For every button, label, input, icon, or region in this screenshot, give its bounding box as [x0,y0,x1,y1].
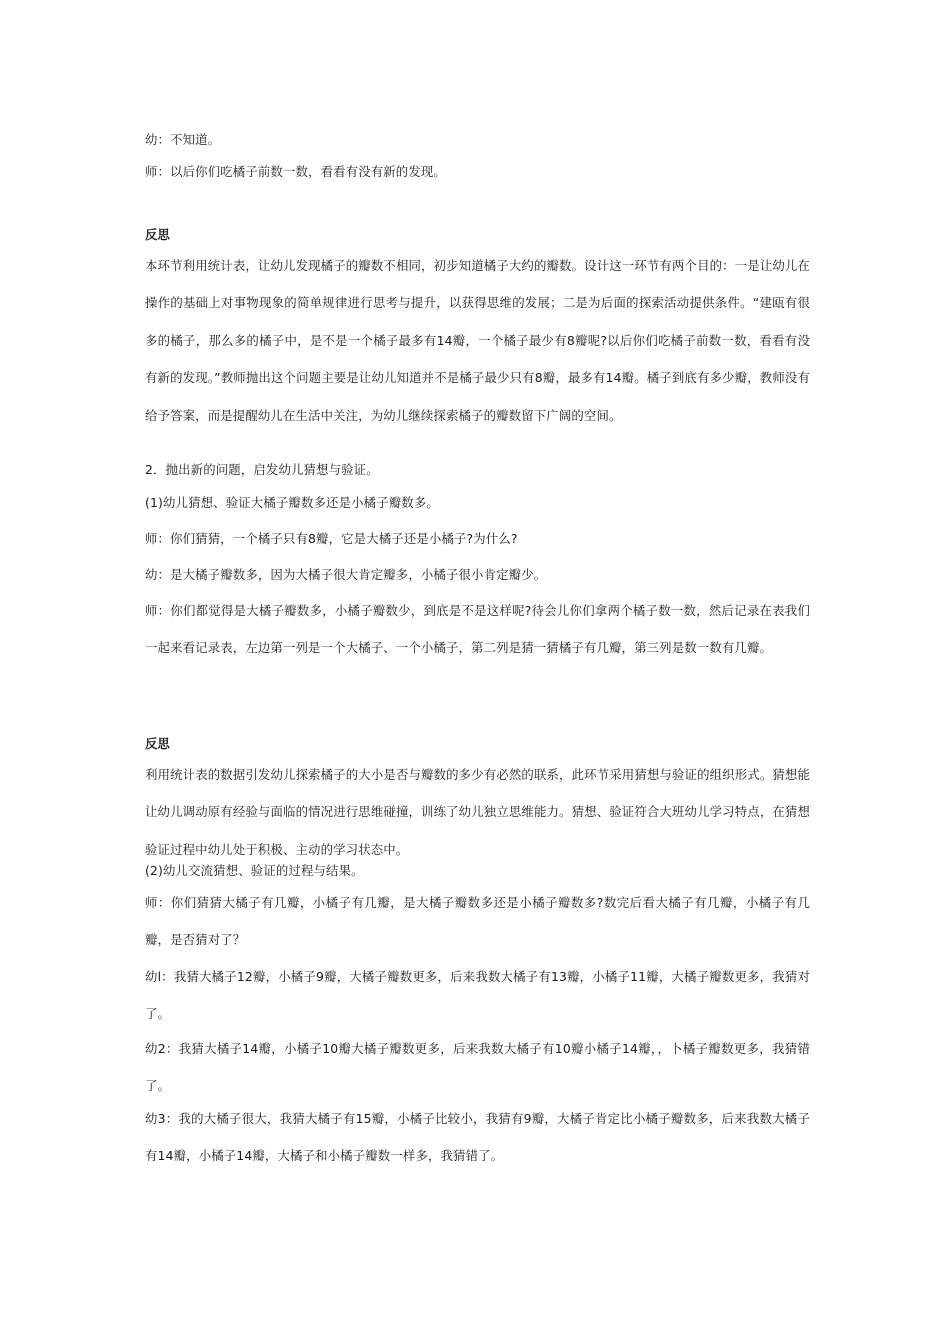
reflection-heading: 反思 [145,227,170,242]
section-title: 2．抛出新的问题，启发幼儿猜想与验证。 [145,462,379,477]
dialogue-paragraph: 师：你们都觉得是大橘子瓣数多，小橘子瓣数少，到底是不是这样呢?待会儿你们拿两个橘子数一数，然后记录在表我们一起来看记录表，左边第一列是一个大橘子、一个小橘子，第二列是猜一猜橘子有几瓣，第三列是数一数有几瓣。 [145,603,810,656]
reflection-paragraph: 利用统计表的数据引发幼儿探索橘子的大小是否与瓣数的多少有必然的联系，此环节采用猜想与验证的组织形式。猜想能让幼儿调动原有经验与面临的情况进行思维碰撞，训练了幼儿独立思维能力。猜想、验证符合大班幼儿学习特点，在猜想验证过程中幼儿处于积极、主动的学习状态中。 [145,767,810,857]
dialogue-line: 幼：不知道。 [145,132,221,147]
dialogue-paragraph: 幼3：我的大橘子很大，我猜大橘子有15瓣，小橘子比较小，我猜有9瓣，大橘子肯定比小橘子瓣数多，后来我数大橘子有14瓣，小橘子14瓣，大橘子和小橘子瓣数一样多，我猜错了。 [145,1111,810,1164]
dialogue-paragraph: 幼2：我猜大橘子14瓣，小橘子10瓣大橘子瓣数更多，后来我数大橘子有10瓣小橘子14瓣，，卜橘子瓣数更多，我猜错了。 [145,1041,810,1094]
dialogue-line: 师：以后你们吃橘子前数一数，看看有没有新的发现。 [145,164,446,179]
reflection-heading: 反思 [145,736,170,751]
dialogue-paragraph: 师：你们猜猜大橘子有几瓣，小橘子有几瓣，是大橘子瓣数多还是小橘子瓣数多?数完后看大橘子有几瓣，小橘子有几瓣，是否猜对了？ [145,895,810,948]
dialogue-line: 幼：是大橘子瓣数多，因为大橘子很大肯定瓣多，小橘子很小肯定瓣少。 [145,567,547,582]
dialogue-line: 师：你们猜猜，一个橘子只有8瓣，它是大橘子还是小橘子?为什么? [145,531,518,546]
subsection-title: (2)幼儿交流猜想、验证的过程与结果。 [145,863,364,878]
subsection-title: (1)幼儿猜想、验证大橘子瓣数多还是小橘子瓣数多。 [145,495,439,510]
dialogue-paragraph: 幼l：我猜大橘子12瓣，小橘子9瓣，大橘子瓣数更多，后来我数大橘子有13瓣，小橘子11瓣，大橘子瓣数更多，我猜对了。 [145,969,810,1022]
reflection-paragraph: 本环节利用统计表，让幼儿发现橘子的瓣数不相同，初步知道橘子大约的瓣数。设计这一环节有两个目的：一是让幼儿在操作的基础上对事物现象的简单规律进行思考与提升，以获得思维的发展；二是为后面的探索活动提供条件。“建瓯有很多的橘子，那么多的橘子中，是不是一个橘子最多有14瓣，一个橘子最少有8瓣呢?以后你们吃橘子前数一数，看看有没有新的发现。”教师抛出这个问题主要是让幼儿知道并不是橘子最少只有8瓣，最多有14瓣。橘子到底有多少瓣，教师没有给予答案，而是提醒幼儿在生活中关注，为幼儿继续探索橘子的瓣数留下广阔的空间。 [145,258,810,423]
